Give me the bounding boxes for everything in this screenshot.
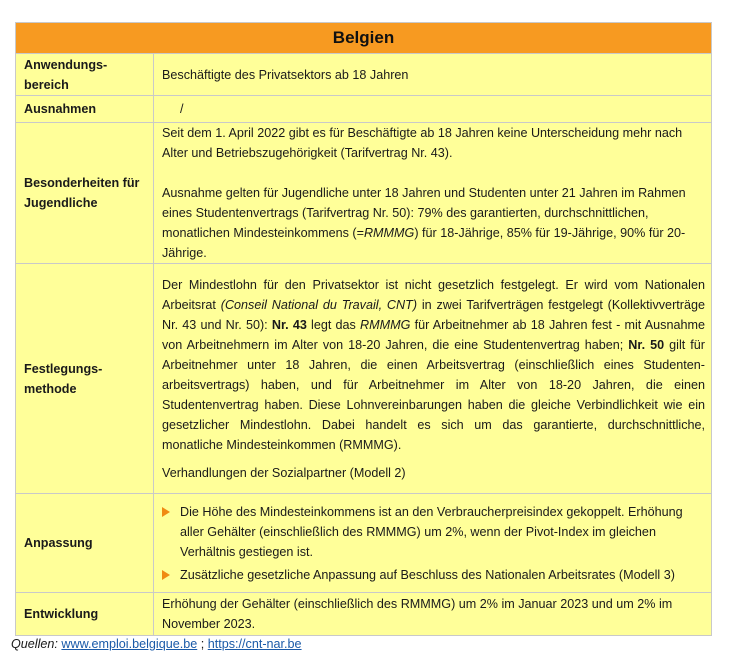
label-youth [16,123,154,264]
bullet-arrow-icon [162,570,170,580]
label-method-line1: Festlegungs- [24,361,103,376]
value-exceptions: / [154,96,712,123]
youth-paragraph-2: Ausnahme gelten für Jugendliche unter 18 Jahren und Studenten unter 21 Jahren im Rahmen eines Studentenvertrags (Tarifvertrag Nr. 50): 79% des garantierten, durchschnittlichen, monatlichen Mindesteinkommens (=RMMMG) für 18-Jährige, 85% für 19-Jährige, 90% für 20-Jährige. [162,186,686,260]
value-scope: Beschäftigte des Privatsektors ab 18 Jahren [154,54,712,96]
label-exceptions: Ausnahmen [16,96,154,123]
row-method [16,264,712,494]
value-adjustment [154,494,712,593]
sources-separator: ; [197,637,208,651]
value-development: Erhöhung der Gehälter (einschließlich des RMMMG) um 2% im Januar 2023 und um 2% im November 2023. [154,593,712,636]
method-paragraph: Der Mindestlohn für den Privatsektor ist nicht gesetzlich festgelegt. Er wird vom Nationalen Arbeitsrat (Conseil National du Travail, CNT) in zwei Tarifverträgen festgelegt (Kollektivverträge Nr. 43 und Nr. 50): Nr. 43 legt das RMMMG für Arbeitnehmer ab 18 Jahren fest - mit Ausnahme von Arbeitnehmern im Alter von 18-20 Jahren, die eine Studentenvertrag haben; Nr. 50 gilt für Arbeitnehmer unter 18 Jahren, die einen Arbeitsvertrag (einschließlich eines Studenten-arbeitsvertrags) haben, und für Arbeitnehmer im Alter von 18-20 Jahren, die einen Studentenvertrag haben. Diese Lohnvereinbarungen haben die gleiche Verbindlichkeit wie ein gesetzlicher Mindestlohn. Dabei handelt es sich um das garantierte, durchschnittliche, monatliche Mindesteinkommen (RMMMG). [162,277,705,452]
label-adjustment: Anpassung [16,494,154,593]
adjustment-item-2: Zusätzliche gesetzliche Anpassung auf Beschluss des Nationalen Arbeitsrates (Modell 3) [162,565,705,585]
bullet-arrow-icon [162,507,170,517]
value-method [154,264,712,494]
table-header-row [16,23,712,54]
value-youth [154,123,712,264]
label-development: Entwicklung [16,593,154,636]
row-adjustment [16,494,712,593]
source-link-emploi[interactable]: www.emploi.belgique.be [61,637,198,651]
row-scope [16,54,712,96]
sources-label: Quellen: [11,637,58,651]
table-title: Belgien [16,23,712,54]
sources-line [11,636,302,652]
source-link-cnt[interactable]: https://cnt-nar.be [207,637,302,651]
minimum-wage-table [15,22,712,636]
row-youth [16,123,712,264]
label-youth-line1: Besonderheiten für [24,176,140,190]
adjustment-item-1: Die Höhe des Mindesteinkommens ist an den Verbraucherpreisindex gekoppelt. Erhöhung aller Gehälter (einschließlich des RMMMG) um 2%, wenn der Pivot-Index im gleichen Verhältnis gestiegen ist. [162,502,705,562]
adjustment-list [162,502,705,585]
label-method-line2: methode [24,381,77,396]
row-development [16,593,712,636]
label-scope-line1: Anwendungs- [24,57,108,72]
label-youth-line2: Jugendliche [24,196,98,210]
country-table-wrapper [15,22,711,636]
label-scope [16,54,154,96]
youth-paragraph-1: Seit dem 1. April 2022 gibt es für Beschäftigte ab 18 Jahren keine Unterscheidung mehr nach Alter und Betriebszugehörigkeit (Tarifvertrag Nr. 43). [162,126,683,160]
label-method [16,264,154,494]
method-model: Verhandlungen der Sozialpartner (Modell 2) [162,465,406,480]
label-scope-line2: bereich [24,77,69,92]
row-exceptions [16,96,712,123]
